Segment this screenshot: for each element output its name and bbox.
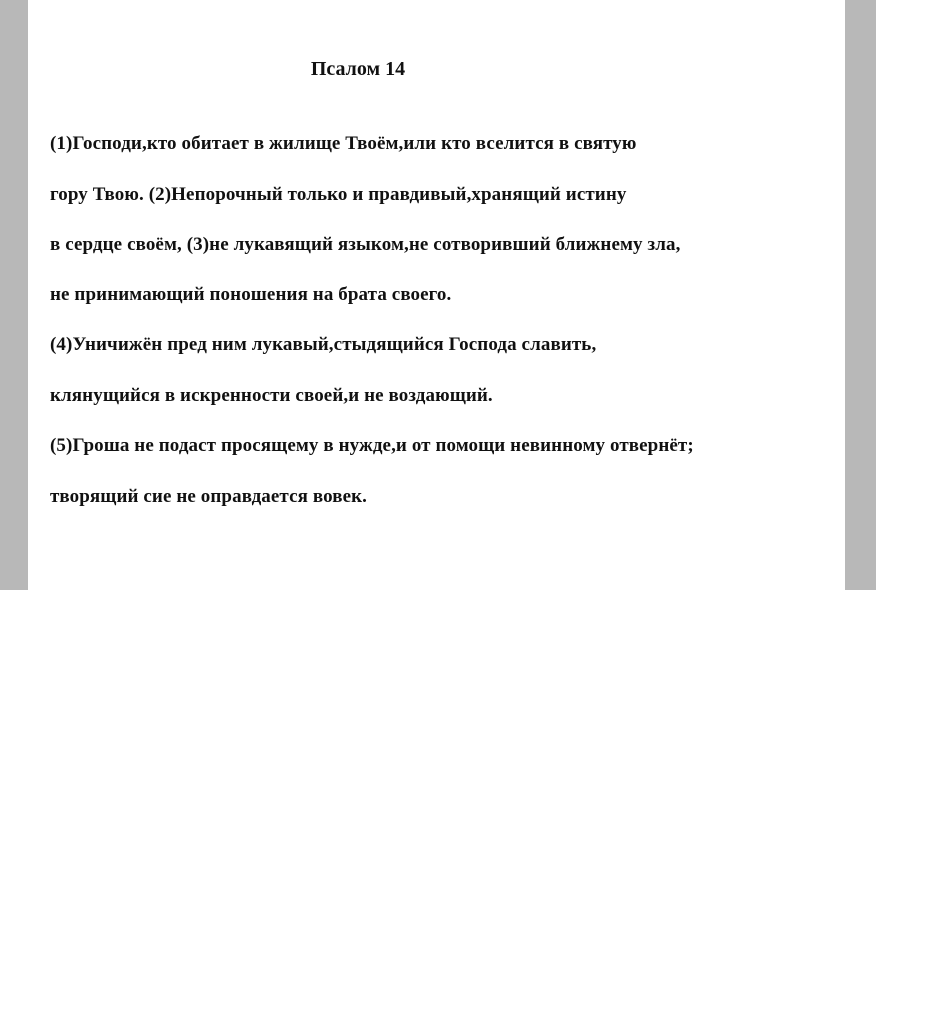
text-line: творящий сие не оправдается вовек. [50, 486, 368, 507]
page-title: Псалом 14 [310, 58, 406, 80]
viewer-margin-right [845, 0, 876, 590]
text-line: не принимающий поношения на брата своего. [50, 284, 452, 305]
text-line: гору Твою. (2)Непорочный только и правдивый,хранящий истину [50, 184, 627, 205]
document-page [28, 0, 845, 590]
text-line: (5)Гроша не подаст просящему в нужде,и от помощи невинному отвернёт; [50, 435, 694, 456]
text-line: (4)Уничижён пред ним лукавый,стыдящийся Господа славить, [50, 334, 597, 355]
text-line: (1)Господи,кто обитает в жилище Твоём,или кто вселится в святую [50, 133, 637, 154]
text-line: в сердце своём, (3)не лукавящий языком,не сотворивший ближнему зла, [50, 234, 681, 255]
text-line: клянущийся в искренности своей,и не воздающий. [50, 385, 493, 406]
viewer-margin-left [0, 0, 28, 590]
